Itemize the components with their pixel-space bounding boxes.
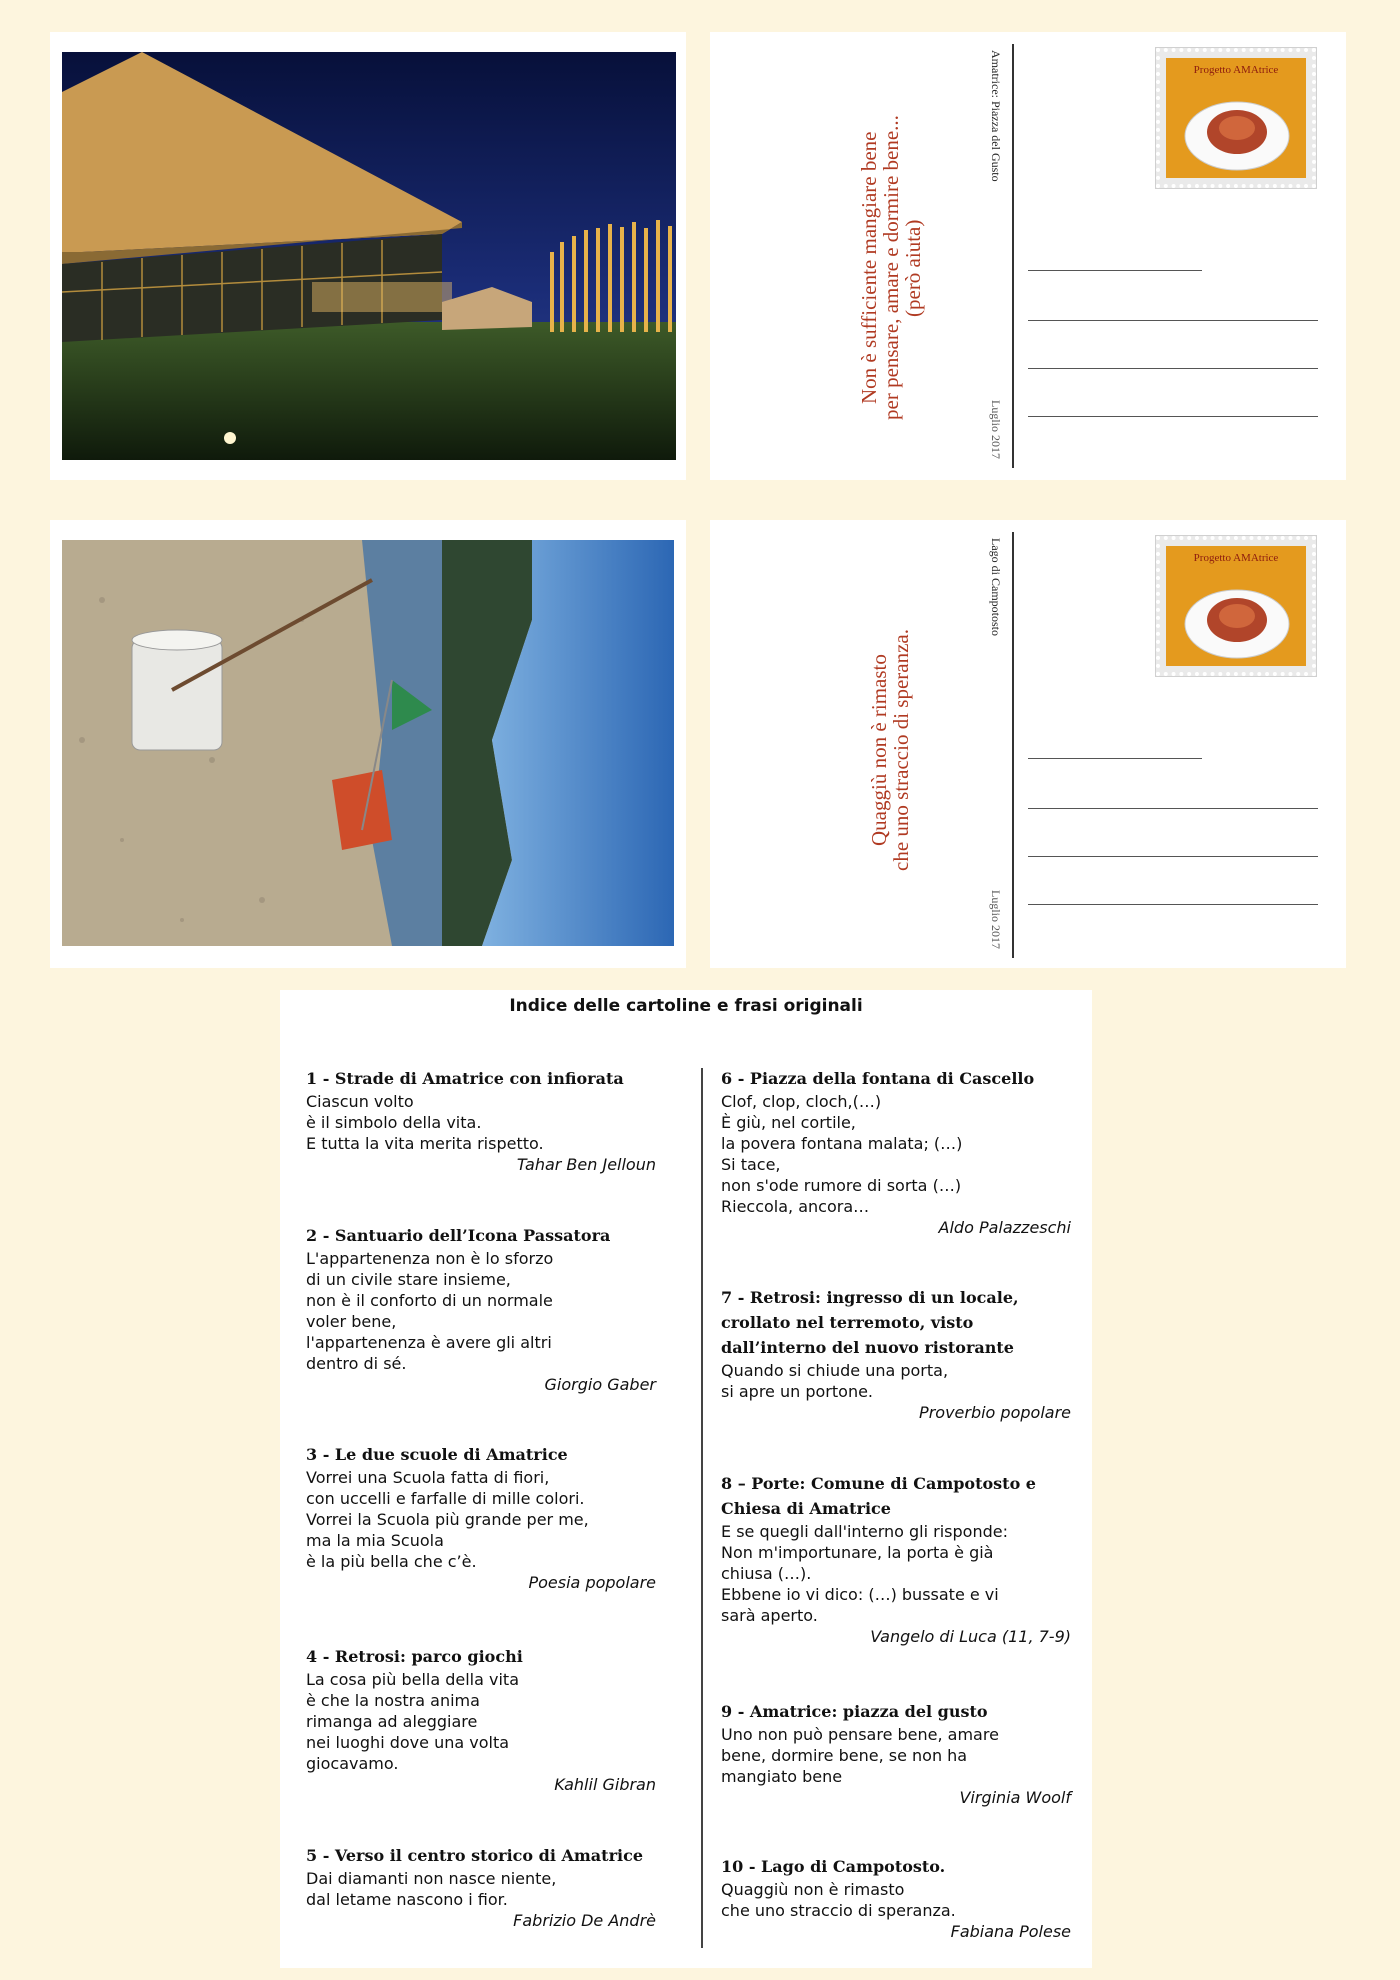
entry-heading: 1 - Strade di Amatrice con infiorata xyxy=(306,1069,624,1088)
entry-quote: Uno non può pensare bene, amare bene, dormire bene, se non ha mangiato bene xyxy=(721,1725,999,1786)
pasta-plate-icon xyxy=(1184,84,1290,174)
entry-quote: Dai diamanti non nasce niente, dal letame nascono i fior. xyxy=(306,1869,557,1909)
entry-quote: Quaggiù non è rimasto che uno straccio di speranza. xyxy=(721,1880,956,1920)
index-entry xyxy=(306,1223,656,1395)
postcard-2-back xyxy=(710,520,1346,968)
stamp-title: Progetto AMAtrice xyxy=(1193,64,1279,76)
entry-heading: 4 - Retrosi: parco giochi xyxy=(306,1647,523,1666)
index-entry xyxy=(306,1066,656,1175)
entry-heading: 5 - Verso il centro storico di Amatrice xyxy=(306,1846,643,1865)
postcard-quote: Non è sufficiente mangiare bene per pensare, amare e dormire bene... (però aiuta) xyxy=(857,115,925,421)
index-entry xyxy=(721,1471,1071,1647)
address-line xyxy=(1028,856,1318,857)
postcard-2-photo xyxy=(62,540,674,946)
entry-author: Virginia Woolf xyxy=(959,1788,1071,1807)
postcard-place: Lago di Campotosto xyxy=(989,538,1003,636)
postcard-1-back xyxy=(710,32,1346,480)
postcard-date: Luglio 2017 xyxy=(989,400,1003,459)
entry-heading: 10 - Lago di Campotosto. xyxy=(721,1857,946,1876)
entry-quote: Vorrei una Scuola fatta di fiori, con uccelli e farfalle di mille colori. Vorrei la Scuola più grande per me, ma la mia Scuola è la più bella che c’è. xyxy=(306,1468,589,1571)
stamp xyxy=(1156,536,1316,676)
postcard-1-front xyxy=(50,32,686,480)
entry-quote: E se quegli dall'interno gli risponde: Non m'importunare, la porta è già chiusa (…). Ebbene io vi dico: (…) bussate e vi sarà aperto. xyxy=(721,1522,1008,1625)
address-line xyxy=(1028,368,1318,369)
entry-author: Kahlil Gibran xyxy=(554,1775,656,1794)
index-entry xyxy=(721,1066,1071,1238)
entry-quote: La cosa più bella della vita è che la nostra anima rimanga ad aleggiare nei luoghi dove una volta giocavamo. xyxy=(306,1670,519,1773)
index-panel xyxy=(280,990,1092,1968)
postcard-divider xyxy=(1012,44,1014,468)
entry-heading: 3 - Le due scuole di Amatrice xyxy=(306,1445,568,1464)
entry-author: Poesia popolare xyxy=(528,1573,656,1592)
entry-author: Fabiana Polese xyxy=(950,1922,1071,1941)
entry-quote: Quando si chiude una porta, si apre un portone. xyxy=(721,1361,949,1401)
entry-author: Aldo Palazzeschi xyxy=(938,1218,1071,1237)
entry-quote: Ciascun volto è il simbolo della vita. E tutta la vita merita rispetto. xyxy=(306,1092,544,1153)
index-entry xyxy=(306,1644,656,1795)
entry-author: Vangelo di Luca (11, 7-9) xyxy=(870,1627,1071,1646)
postcard-2-front xyxy=(50,520,686,968)
postcard-1-photo xyxy=(62,52,676,460)
entry-heading: 2 - Santuario dell’Icona Passatora xyxy=(306,1226,611,1245)
entry-heading: 9 - Amatrice: piazza del gusto xyxy=(721,1702,988,1721)
index-entry xyxy=(721,1699,1071,1808)
entry-heading: 8 – Porte: Comune di Campotosto e Chiesa di Amatrice xyxy=(721,1474,1036,1518)
postcard-divider xyxy=(1012,532,1014,958)
index-entry xyxy=(721,1285,1071,1423)
entry-heading: 7 - Retrosi: ingresso di un locale, crollato nel terremoto, visto dall’interno del nuovo ristorante xyxy=(721,1288,1019,1357)
entry-heading: 6 - Piazza della fontana di Cascello xyxy=(721,1069,1035,1088)
stamp xyxy=(1156,48,1316,188)
index-entry xyxy=(721,1854,1071,1942)
stamp-title: Progetto AMAtrice xyxy=(1193,552,1279,564)
postcard-place: Amatrice: Piazza del Gusto xyxy=(989,50,1003,182)
entry-author: Fabrizio De Andrè xyxy=(513,1911,656,1930)
index-entry xyxy=(306,1442,656,1593)
entry-quote: Clof, clop, cloch,(…) È giù, nel cortile, la povera fontana malata; (…) Si tace, non s'ode rumore di sorta (…) Rieccola, ancora… xyxy=(721,1092,963,1216)
entry-author: Proverbio popolare xyxy=(919,1403,1071,1422)
entry-author: Tahar Ben Jelloun xyxy=(516,1155,656,1174)
address-line xyxy=(1028,320,1318,321)
column-divider xyxy=(701,1068,703,1948)
address-line xyxy=(1028,270,1202,271)
index-title: Indice delle cartoline e frasi originali xyxy=(509,996,863,1016)
postcard-date: Luglio 2017 xyxy=(989,890,1003,949)
address-line xyxy=(1028,808,1318,809)
address-line xyxy=(1028,904,1318,905)
pasta-plate-icon xyxy=(1184,572,1290,662)
postcard-quote: Quaggiù non è rimasto che uno straccio di speranza. xyxy=(867,629,913,871)
address-line xyxy=(1028,758,1202,759)
address-line xyxy=(1028,416,1318,417)
entry-author: Giorgio Gaber xyxy=(544,1375,656,1394)
index-entry xyxy=(306,1843,656,1931)
entry-quote: L'appartenenza non è lo sforzo di un civile stare insieme, non è il conforto di un normale voler bene, l'appartenenza è avere gli altri dentro di sé. xyxy=(306,1249,554,1373)
